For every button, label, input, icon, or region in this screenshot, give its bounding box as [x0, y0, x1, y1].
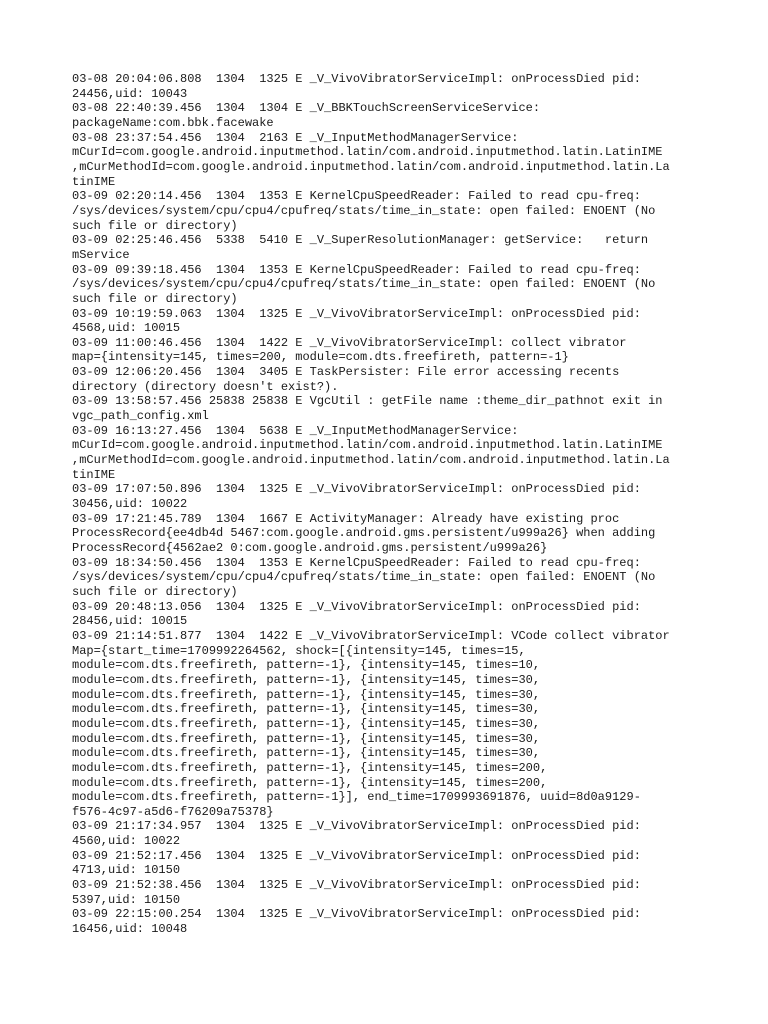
log-line: 03-09 21:17:34.957 1304 1325 E _V_VivoVibratorServiceImpl: onProcessDied pid: — [72, 819, 641, 834]
log-line: 03-08 20:04:06.808 1304 1325 E _V_VivoVibratorServiceImpl: onProcessDied pid: — [72, 72, 641, 86]
log-line: ProcessRecord{ee4db4d 5467:com.google.android.gms.persistent/u999a26} when adding — [72, 526, 656, 541]
log-line: 16456,uid: 10048 — [72, 922, 188, 937]
log-line: module=com.dts.freefireth, pattern=-1}, {intensity=145, times=10, — [72, 658, 541, 673]
log-line: mService — [72, 247, 130, 262]
log-line: 24456,uid: 10043 — [72, 86, 188, 101]
log-line: 03-09 21:52:38.456 1304 1325 E _V_VivoVibratorServiceImpl: onProcessDied pid: — [72, 878, 641, 893]
log-line: 28456,uid: 10015 — [72, 614, 188, 629]
log-line: 03-09 11:00:46.456 1304 1422 E _V_VivoVibratorServiceImpl: collect vibrator — [72, 335, 627, 350]
log-line: 03-09 17:07:50.896 1304 1325 E _V_VivoVibratorServiceImpl: onProcessDied pid: — [72, 482, 641, 497]
log-line: 4560,uid: 10022 — [72, 834, 181, 849]
log-line: such file or directory) — [72, 584, 238, 599]
log-line: 4713,uid: 10150 — [72, 863, 181, 878]
log-line: 03-09 16:13:27.456 1304 5638 E _V_InputMethodManagerService: — [72, 423, 519, 438]
log-line: tinIME — [72, 467, 116, 482]
log-line: mCurId=com.google.android.inputmethod.latin/com.android.inputmethod.latin.LatinIME — [72, 145, 663, 160]
log-line: such file or directory) — [72, 291, 238, 306]
log-text-block — [72, 72, 702, 937]
log-line: 5397,uid: 10150 — [72, 892, 181, 907]
log-line: directory (directory doesn't exist?). — [72, 379, 339, 394]
log-line: such file or directory) — [72, 218, 238, 233]
log-line: module=com.dts.freefireth, pattern=-1}, {intensity=145, times=30, — [72, 672, 541, 687]
log-line: 03-09 13:58:57.456 25838 25838 E VgcUtil : getFile name :theme_dir_pathnot exit in — [72, 394, 663, 409]
log-line: module=com.dts.freefireth, pattern=-1}], end_time=1709993691876, uuid=8d0a9129- — [72, 790, 641, 805]
log-line: 03-09 09:39:18.456 1304 1353 E KernelCpuSpeedReader: Failed to read cpu-freq: — [72, 262, 641, 277]
log-line: packageName:com.bbk.facewake — [72, 115, 274, 130]
log-line: 03-09 12:06:20.456 1304 3405 E TaskPersister: File error accessing recents — [72, 365, 620, 380]
log-line: ProcessRecord{4562ae2 0:com.google.android.gms.persistent/u999a26} — [72, 541, 548, 555]
log-line: module=com.dts.freefireth, pattern=-1}, {intensity=145, times=30, — [72, 702, 541, 717]
log-line: 03-09 17:21:45.789 1304 1667 E ActivityManager: Already have existing proc — [72, 511, 620, 526]
log-line: ,mCurMethodId=com.google.android.inputmethod.latin/com.android.inputmethod.latin.La — [72, 453, 670, 468]
log-line: 03-09 02:20:14.456 1304 1353 E KernelCpuSpeedReader: Failed to read cpu-freq: — [72, 189, 641, 204]
log-line: module=com.dts.freefireth, pattern=-1}, {intensity=145, times=30, — [72, 746, 541, 761]
log-line: map={intensity=145, times=200, module=com.dts.freefireth, pattern=-1} — [72, 350, 569, 365]
log-line: 30456,uid: 10022 — [72, 497, 188, 512]
log-line: module=com.dts.freefireth, pattern=-1}, {intensity=145, times=200, — [72, 775, 548, 790]
log-line: /sys/devices/system/cpu/cpu4/cpufreq/stats/time_in_state: open failed: ENOENT (No — [72, 570, 656, 585]
log-line: 03-09 18:34:50.456 1304 1353 E KernelCpuSpeedReader: Failed to read cpu-freq: — [72, 555, 641, 570]
log-line: f576-4c97-a5d6-f76209a75378} — [72, 804, 274, 819]
log-line: 03-09 21:52:17.456 1304 1325 E _V_VivoVibratorServiceImpl: onProcessDied pid: — [72, 848, 641, 863]
log-line: vgc_path_config.xml — [72, 409, 209, 424]
log-line: module=com.dts.freefireth, pattern=-1}, {intensity=145, times=200, — [72, 760, 548, 775]
log-line: 03-08 23:37:54.456 1304 2163 E _V_InputMethodManagerService: — [72, 130, 519, 145]
log-line: 03-09 02:25:46.456 5338 5410 E _V_SuperResolutionManager: getService: return — [72, 233, 649, 248]
log-line: module=com.dts.freefireth, pattern=-1}, {intensity=145, times=30, — [72, 731, 541, 746]
log-line: module=com.dts.freefireth, pattern=-1}, {intensity=145, times=30, — [72, 716, 541, 731]
log-line: tinIME — [72, 174, 116, 189]
log-line: 03-09 20:48:13.056 1304 1325 E _V_VivoVibratorServiceImpl: onProcessDied pid: — [72, 599, 641, 614]
log-line: /sys/devices/system/cpu/cpu4/cpufreq/stats/time_in_state: open failed: ENOENT (No — [72, 203, 656, 218]
log-line: Map={start_time=1709992264562, shock=[{intensity=145, times=15, — [72, 643, 526, 658]
log-line: 03-09 22:15:00.254 1304 1325 E _V_VivoVibratorServiceImpl: onProcessDied pid: — [72, 907, 641, 922]
log-line: mCurId=com.google.android.inputmethod.latin/com.android.inputmethod.latin.LatinIME — [72, 438, 663, 453]
log-line: 4568,uid: 10015 — [72, 321, 181, 336]
log-line: /sys/devices/system/cpu/cpu4/cpufreq/stats/time_in_state: open failed: ENOENT (No — [72, 277, 656, 292]
log-line: ,mCurMethodId=com.google.android.inputmethod.latin/com.android.inputmethod.latin.La — [72, 159, 670, 174]
log-line: 03-08 22:40:39.456 1304 1304 E _V_BBKTouchScreenServiceService: — [72, 101, 541, 116]
log-line: 03-09 10:19:59.063 1304 1325 E _V_VivoVibratorServiceImpl: onProcessDied pid: — [72, 306, 641, 321]
log-line: module=com.dts.freefireth, pattern=-1}, {intensity=145, times=30, — [72, 687, 541, 702]
log-line: 03-09 21:14:51.877 1304 1422 E _V_VivoVibratorServiceImpl: VCode collect vibrator — [72, 628, 670, 643]
